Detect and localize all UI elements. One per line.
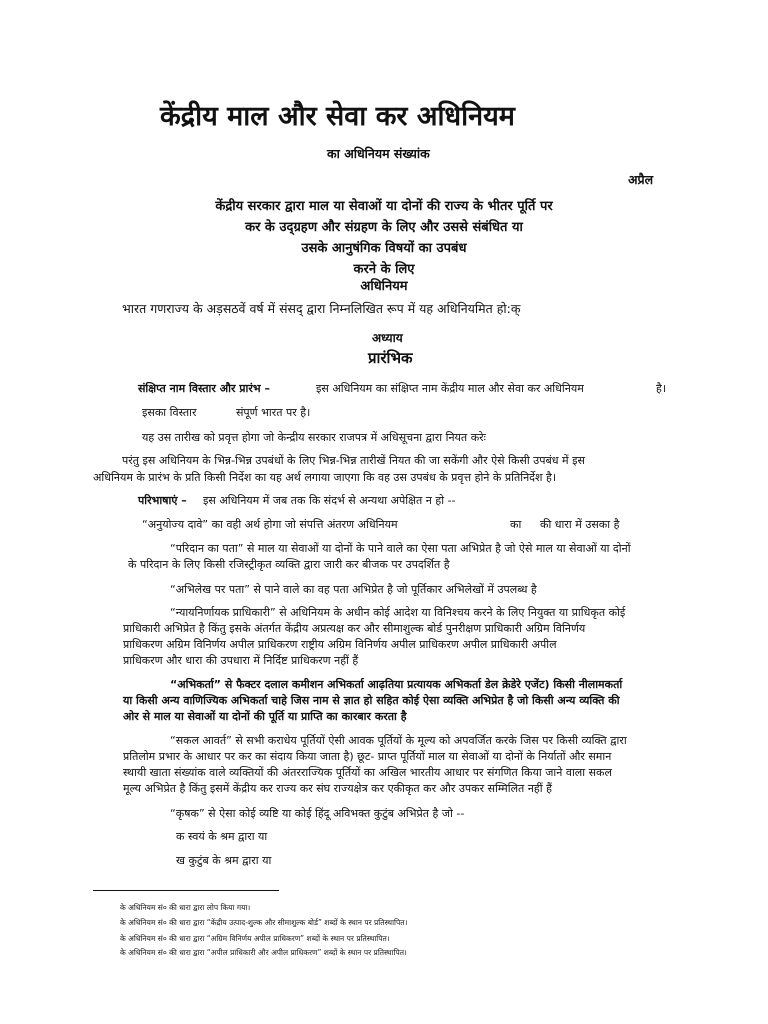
definition-line: या किसी अन्य वाणिज्यिक अभिकर्ता चाहे जिस नाम से ज्ञात हो सहित कोई ऐसा व्यक्ति अभिप्रेत है जो किसी अन्य व्यक्ति की xyxy=(123,694,620,707)
preamble-line: करने के लिए xyxy=(353,262,415,277)
definition-line: मूल्य अभिप्रेत है किंतु इसमें केंद्रीय कर राज्य कर संघ राज्यक्षेत्र कर एकीकृत कर और उपकर सम्मिलित नहीं हैं xyxy=(123,782,552,795)
act-date: अप्रैल xyxy=(628,172,654,187)
definition-clause: क स्वयं के श्रम द्वारा या xyxy=(176,830,268,843)
definition-text: का xyxy=(510,518,522,531)
definitions-heading: परिभाषाएं – xyxy=(138,494,187,507)
footnote: के अधिनियम सं० की धारा द्वारा “केंद्रीय उत्पाद-शुल्क और सीमाशुल्क बोर्ड” शब्दों के स्थान पर प्रतिस्थापित। xyxy=(120,918,408,927)
definition-text: “कृषक” से ऐसा कोई व्यष्टि या कोई हिंदू अविभक्त कुटुंब अभिप्रेत है जो -- xyxy=(170,807,465,820)
section-text: इस अधिनियम का संक्षिप्त नाम केंद्रीय माल और सेवा कर अधिनियम xyxy=(316,382,584,395)
definition-line: “परिदान का पता” से माल या सेवाओं या दोनों के पाने वाले का ऐसा पता अभिप्रेत है जो ऐसे माल या सेवाओं या दोनों xyxy=(170,542,631,555)
definition-line: “न्यायनिर्णायक प्राधिकारी” से अधिनियम के अधीन कोई आदेश या विनिश्चय करने के लिए नियुक्त या प्राधिकृत कोई xyxy=(170,606,626,619)
extent-text: संपूर्ण भारत पर है। xyxy=(236,406,311,419)
footnote-divider xyxy=(93,890,279,891)
definition-line: स्थायी खाता संख्यांक वाले व्यक्तियों की अंतरराज्यिक पूर्तियों का अखिल भारतीय आधार पर संगणित किया जाने वाला सकल xyxy=(123,766,612,779)
definition-clause: ख कुटुंब के श्रम द्वारा या xyxy=(176,854,272,867)
definition-line: प्राधिकरण और धारा की उपधारा में निर्दिष्ट प्राधिकरण नहीं हैं xyxy=(123,654,359,667)
preamble-line: अधिनियम xyxy=(360,279,408,294)
act-title: केंद्रीय माल और सेवा कर अधिनियम xyxy=(160,101,515,132)
proviso-line: अधिनियम के प्रारंभ के प्रति किसी निर्देश का यह अर्थ लगाया जाएगा कि वह उस उपबंध के प्रवृत्त होने के प्रतिनिर्देश है। xyxy=(93,471,557,484)
extent-label: इसका विस्तार xyxy=(142,406,197,419)
proviso-line: परंतु इस अधिनियम के भिन्न-भिन्न उपबंधों के लिए भिन्न-भिन्न तारीखें नियत की जा सकेंगी और ऐसे किसी उपबंध में इस xyxy=(122,454,585,467)
definition-line: के परिदान के लिए किसी रजिस्ट्रीकृत व्यक्ति द्वारा जारी कर बीजक पर उपदर्शित है xyxy=(128,558,450,571)
definition-line: प्राधिकरण अग्रिम विनिर्णय अपील प्राधिकरण राष्ट्रीय अग्रिम विनिर्णय अपील प्राधिकरण अपील प्राधिकारी अपील xyxy=(123,638,557,651)
definition-line: “अभिकर्ता” से फैक्टर दलाल कमीशन अभिकर्ता आढ़तिया प्रत्यायक अभिकर्ता डेल क्रेडेरे एजेंट) किसी नीलामकर्ता xyxy=(170,678,623,691)
footnote: के अधिनियम सं० की धारा द्वारा “अपील प्राधिकारी और अपील प्राधिकरण” शब्दों के स्थान पर प्रतिस्थापित। xyxy=(120,948,407,957)
definitions-intro: इस अधिनियम में जब तक कि संदर्भ से अन्यथा अपेक्षित न हो -- xyxy=(203,494,456,507)
definition-line: “सकल आवर्त” से सभी कराधेय पूर्तियों ऐसी आवक पूर्तियों के मूल्य को अपवर्जित करके जिस पर किसी व्यक्ति द्वारा xyxy=(170,734,627,747)
chapter-title: प्रारंभिक xyxy=(368,349,413,367)
definition-text: “अनुयोज्य दावे” का वही अर्थ होगा जो संपत्ति अंतरण अधिनियम xyxy=(142,518,398,531)
definition-line: ओर से माल या सेवाओं या दोनों की पूर्ति या प्राप्ति का कारबार करता है xyxy=(123,710,407,723)
enactment-formula: भारत गणराज्य के अड़सठवें वर्ष में संसद् द्वारा निम्नलिखित रूप में यह अधिनियमित हो:क् xyxy=(122,301,521,316)
definition-text: की धारा में उसका है xyxy=(540,518,620,531)
act-number: का अधिनियम संख्यांक xyxy=(327,146,430,161)
section-text: है। xyxy=(656,382,667,395)
preamble-line: उसके आनुषंगिक विषयों का उपबंध xyxy=(301,241,467,256)
definition-text: “अभिलेख पर पता” से पाने वाले का वह पता अभिप्रेत है जो पूर्तिकार अभिलेखों में उपलब्ध है xyxy=(170,583,537,596)
commencement-text: यह उस तारीख को प्रवृत्त होगा जो केन्द्रीय सरकार राजपत्र में अधिसूचना द्वारा नियत करेः xyxy=(142,431,486,444)
preamble-line: केंद्रीय सरकार द्वारा माल या सेवाओं या दोनों की राज्य के भीतर पूर्ति पर xyxy=(215,199,553,214)
section-heading: संक्षिप्त नाम विस्तार और प्रारंभ – xyxy=(138,382,270,395)
footnote: के अधिनियम सं० की धारा द्वारा लोप किया गया। xyxy=(120,903,251,912)
chapter-label: अध्याय xyxy=(372,331,403,345)
preamble-line: कर के उद्ग्रहण और संग्रहण के लिए और उससे संबंधित या xyxy=(245,220,523,235)
definition-line: प्राधिकारी अभिप्रेत है किंतु इसके अंतर्गत केंद्रीय अप्रत्यक्ष कर और सीमाशुल्क बोर्ड पुनरीक्षण प्राधिकारी अग्रिम विनिर्णय xyxy=(123,622,586,635)
footnote: के अधिनियम सं० की धारा द्वारा “अग्रिम विनिर्णय अपील प्राधिकरण” शब्दों के स्थान पर प्रतिस्थापित। xyxy=(120,934,390,943)
definition-line: प्रतिलोम प्रभार के आधार पर कर का संदाय किया जाता है) छूट- प्राप्त पूर्तियों माल या सेवाओं या दोनों के निर्यातों और समान xyxy=(123,750,612,763)
